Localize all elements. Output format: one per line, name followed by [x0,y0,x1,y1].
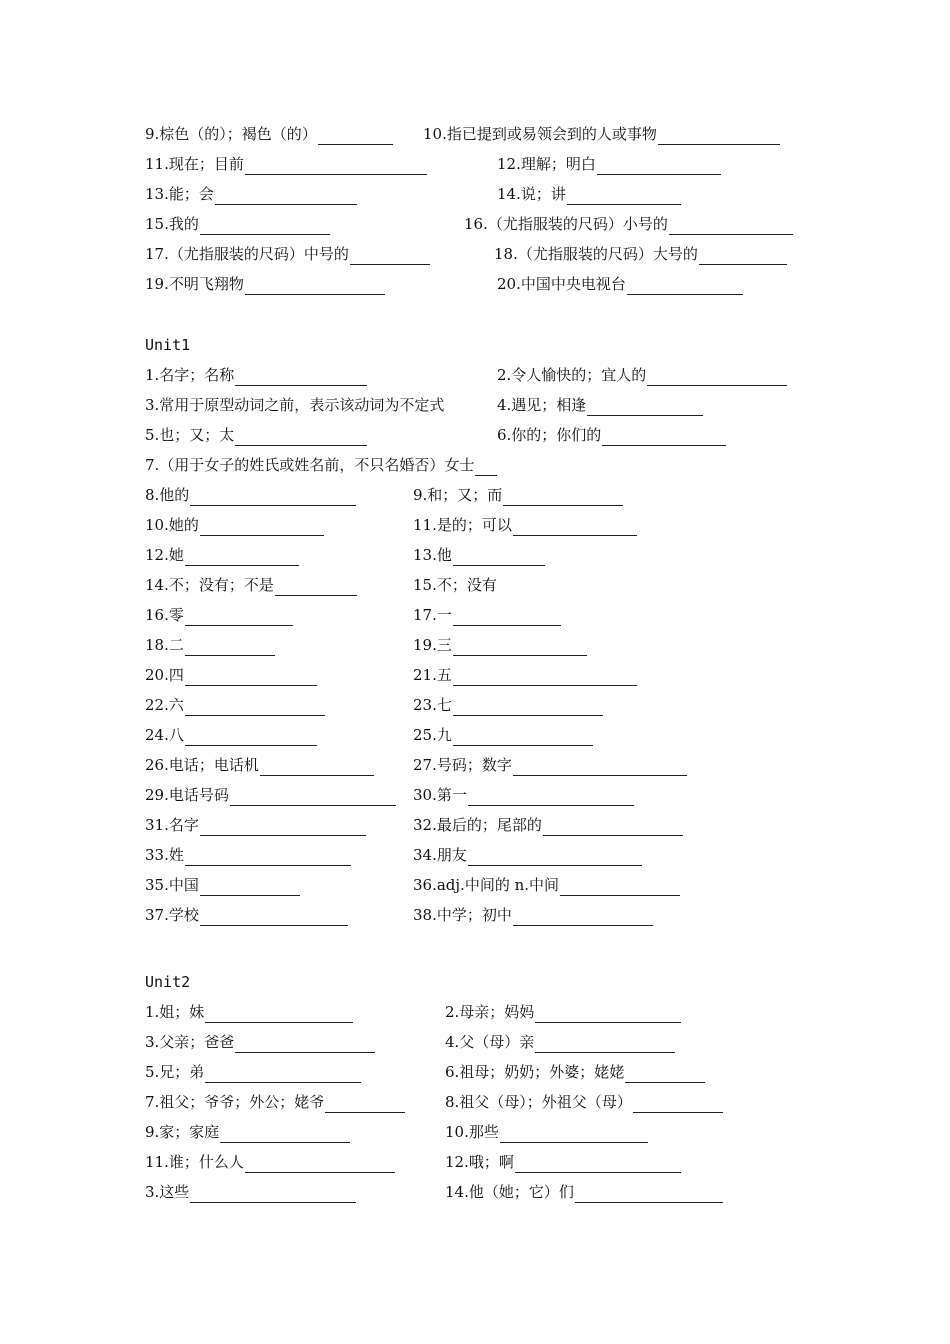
vocab-item: 23.七 [413,694,603,716]
answer-blank[interactable] [185,848,351,866]
answer-blank[interactable] [543,818,683,836]
answer-blank[interactable] [647,368,787,386]
answer-blank[interactable] [245,157,427,175]
vocab-item: 29.电话号码 [145,784,396,806]
answer-blank[interactable] [453,728,593,746]
vocab-row [0,844,950,866]
vocab-item: 16.（尤指服装的尺码）小号的 [464,213,793,235]
answer-blank[interactable] [513,758,687,776]
vocab-row [0,664,950,686]
vocab-item: 6.你的；你们的 [497,424,726,446]
vocab-item: 2.母亲；妈妈 [445,1001,681,1023]
vocab-item: 19.三 [413,634,587,656]
answer-blank[interactable] [602,428,726,446]
vocab-item: 34.朋友 [413,844,642,866]
answer-blank[interactable] [200,217,330,235]
vocab-item: 4.遇见；相逢 [497,394,703,416]
vocab-item: 36.adj.中间的 n.中间 [413,874,680,896]
answer-blank[interactable] [260,758,374,776]
vocab-item: 32.最后的；尾部的 [413,814,683,836]
vocab-item: 12.她 [145,544,299,566]
vocab-item: 1.姐；妹 [145,1001,353,1023]
vocab-row [0,1061,950,1083]
answer-blank[interactable] [245,1155,395,1173]
vocab-item: 5.也；又；太 [145,424,367,446]
answer-blank[interactable] [535,1005,681,1023]
answer-blank[interactable] [587,398,703,416]
answer-blank[interactable] [699,247,787,265]
answer-blank[interactable] [230,788,396,806]
vocab-row [0,1121,950,1143]
answer-blank[interactable] [235,428,367,446]
answer-blank[interactable] [597,157,721,175]
answer-blank[interactable] [200,878,300,896]
vocab-item: 33.姓 [145,844,351,866]
vocab-row [0,213,950,235]
vocab-row [0,694,950,716]
vocab-row [0,424,950,446]
vocab-row [0,1031,950,1053]
answer-blank[interactable] [500,1125,648,1143]
vocab-item: 3.父亲；爸爸 [145,1031,375,1053]
answer-blank[interactable] [200,908,348,926]
answer-blank[interactable] [235,368,367,386]
answer-blank[interactable] [669,217,793,235]
vocab-item: 9.和；又；而 [413,484,623,506]
vocab-row [0,153,950,175]
vocab-item: 26.电话；电话机 [145,754,374,776]
vocab-item: 38.中学；初中 [413,904,653,926]
vocab-item: 11.现在；目前 [145,153,427,175]
vocab-row [0,1151,950,1173]
answer-blank[interactable] [453,608,561,626]
vocab-item: 30.第一 [413,784,634,806]
vocab-row [0,544,950,566]
vocab-item: 3.常用于原型动词之前，表示该动词为不定式 [145,396,445,414]
vocab-item: 17.（尤指服装的尺码）中号的 [145,243,430,265]
vocab-row [0,574,950,596]
vocab-item: 31.名字 [145,814,366,836]
vocab-item: 14.不；没有；不是 [145,574,357,596]
vocab-row [0,634,950,656]
vocab-item: 6.祖母；奶奶；外婆；姥姥 [445,1061,705,1083]
vocab-row [0,183,950,205]
vocab-item: 20.四 [145,664,317,686]
answer-blank[interactable] [185,608,293,626]
vocab-item: 17.一 [413,604,561,626]
answer-blank[interactable] [190,1185,356,1203]
vocab-item: 20.中国中央电视台 [497,273,743,295]
answer-blank[interactable] [185,548,299,566]
vocab-item: 10.指已提到或易领会到的人或事物 [423,123,780,145]
answer-blank[interactable] [453,698,603,716]
vocab-item: 8.他的 [145,484,356,506]
vocab-row [0,364,950,386]
vocab-row [0,1091,950,1113]
answer-blank[interactable] [567,187,681,205]
vocab-item: 12.哦；啊 [445,1151,681,1173]
answer-blank[interactable] [453,638,587,656]
answer-blank[interactable] [205,1065,361,1083]
answer-blank[interactable] [220,1125,350,1143]
answer-blank[interactable] [325,1095,405,1113]
vocab-item: 15.不；没有 [413,576,497,594]
vocab-item: 37.学校 [145,904,348,926]
vocab-row [0,273,950,295]
vocab-item: 18.（尤指服装的尺码）大号的 [494,243,787,265]
answer-blank[interactable] [200,818,366,836]
answer-blank[interactable] [475,458,497,476]
answer-blank[interactable] [513,908,653,926]
vocab-row [0,1181,950,1203]
vocab-row [0,514,950,536]
vocab-item: 11.是的；可以 [413,514,637,536]
vocab-row [0,243,950,265]
answer-blank[interactable] [658,127,780,145]
answer-blank[interactable] [275,578,357,596]
vocab-item: 22.六 [145,694,325,716]
vocab-item: 19.不明飞翔物 [145,273,385,295]
answer-blank[interactable] [235,1035,375,1053]
answer-blank[interactable] [468,788,634,806]
vocab-item: 35.中国 [145,874,300,896]
vocab-item: 13.他 [413,544,545,566]
answer-blank[interactable] [205,1005,353,1023]
vocab-row [0,874,950,896]
vocab-item: 13.能；会 [145,183,357,205]
vocab-row [0,1001,950,1023]
vocab-item: 1.名字；名称 [145,364,367,386]
unit1-heading: Unit1 [145,336,191,354]
vocab-item: 11.谁；什么人 [145,1151,395,1173]
vocab-item: 14.说；讲 [497,183,681,205]
answer-blank[interactable] [245,277,385,295]
vocab-item: 21.五 [413,664,637,686]
vocab-item: 14.他（她；它）们 [445,1181,723,1203]
answer-blank[interactable] [185,728,317,746]
vocab-row [0,754,950,776]
vocab-row [0,394,950,416]
answer-blank[interactable] [185,698,325,716]
answer-blank[interactable] [503,488,623,506]
answer-blank[interactable] [215,187,357,205]
answer-blank[interactable] [190,488,356,506]
answer-blank[interactable] [515,1155,681,1173]
answer-blank[interactable] [453,548,545,566]
answer-blank[interactable] [468,848,642,866]
vocab-item: 10.她的 [145,514,324,536]
vocab-row [0,904,950,926]
answer-blank[interactable] [575,1185,723,1203]
vocab-item: 8.祖父（母）；外祖父（母） [445,1091,723,1113]
vocab-item: 24.八 [145,724,317,746]
vocab-item: 2.令人愉快的；宜人的 [497,364,787,386]
vocab-item: 7.（用于女子的姓氏或姓名前，不只名婚否）女士 [145,454,497,476]
vocab-item: 25.九 [413,724,593,746]
vocab-item: 15.我的 [145,213,330,235]
vocab-item: 4.父（母）亲 [445,1031,675,1053]
vocab-item: 3.这些 [145,1181,356,1203]
vocab-item: 5.兄；弟 [145,1061,361,1083]
vocab-item: 16.零 [145,604,293,626]
vocab-row [0,814,950,836]
vocab-row [0,604,950,626]
vocab-item: 9.棕色（的）；褐色（的） [145,123,393,145]
answer-blank[interactable] [633,1095,723,1113]
vocab-item: 7.祖父；爷爷；外公；姥爷 [145,1091,405,1113]
answer-blank[interactable] [453,668,637,686]
answer-blank[interactable] [627,277,743,295]
vocab-item: 12.理解；明白 [497,153,721,175]
answer-blank[interactable] [200,518,324,536]
vocab-item: 18.二 [145,634,275,656]
answer-blank[interactable] [185,668,317,686]
vocab-row [0,784,950,806]
answer-blank[interactable] [625,1065,705,1083]
vocab-item: 27.号码；数字 [413,754,687,776]
answer-blank[interactable] [318,127,393,145]
vocab-row [0,724,950,746]
answer-blank[interactable] [513,518,637,536]
vocab-row [0,123,950,145]
vocab-row [0,454,950,476]
vocab-item: 9.家；家庭 [145,1121,350,1143]
answer-blank[interactable] [560,878,680,896]
answer-blank[interactable] [350,247,430,265]
answer-blank[interactable] [185,638,275,656]
vocab-item: 10.那些 [445,1121,648,1143]
answer-blank[interactable] [535,1035,675,1053]
unit2-heading: Unit2 [145,973,191,991]
vocab-row [0,484,950,506]
